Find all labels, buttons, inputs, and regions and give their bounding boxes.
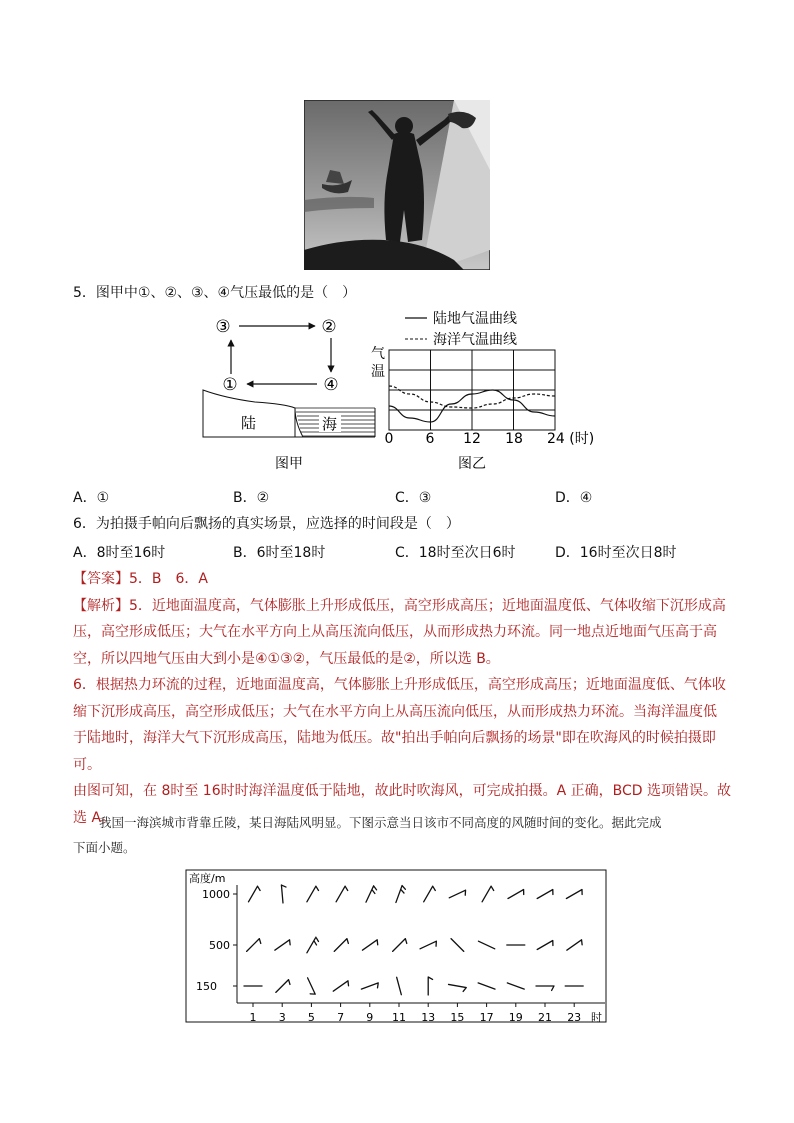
q6-option-b[interactable]: B．6时至18时 (233, 545, 326, 561)
y-label-1: 气 (371, 346, 385, 362)
answer-label: 【答案】 (73, 571, 129, 587)
figure-yi-chart (365, 306, 600, 476)
figure-yi-caption: 图乙 (458, 456, 486, 472)
x-tick-12: 12 (463, 431, 481, 447)
x-tick-24: 24 (时) (547, 431, 595, 447)
analysis-line-7: 由图可知，在 8时至 16时时海洋温度低于陆地，故此时吹海风，可完成拍摄。A 正确，BCD 选项错误。故 (73, 783, 732, 799)
wind-y-label: 高度/m (189, 872, 226, 885)
legend-land: 陆地气温曲线 (433, 311, 517, 327)
wind-x-tick-23: 23 (567, 1011, 582, 1024)
wind-x-tick-1: 1 (249, 1011, 257, 1024)
analysis-line-3: 空，所以四地气压由大到小是④①③②，气压最低的是②，所以选 B。 (73, 650, 500, 667)
analysis-line-8: 选 A。 (73, 809, 116, 826)
question-intro (73, 810, 763, 860)
wind-chart (185, 869, 607, 1024)
sea-label: 海 (322, 415, 338, 433)
wind-x-tick-17: 17 (479, 1011, 494, 1024)
x-tick-18: 18 (505, 431, 523, 447)
wind-x-tick-7: 7 (337, 1011, 345, 1024)
node-2: ② (321, 317, 337, 337)
wind-x-tick-9: 9 (366, 1011, 374, 1024)
node-4: ④ (323, 375, 339, 395)
answer-line (73, 566, 733, 593)
analysis-label: 【解析】 (73, 597, 129, 614)
intro-line-1: 我国一海滨城市背靠丘陵，某日海陆风明显。下图示意当日该市不同高度的风随时间的变化。据此完成 (99, 815, 662, 830)
node-1: ① (222, 375, 238, 395)
photo-illustration (304, 100, 490, 270)
node-3: ③ (215, 317, 231, 337)
wind-x-tick-11: 11 (392, 1011, 406, 1024)
q5-stem: 5．图甲中①、②、③、④气压最低的是（ ） (73, 285, 357, 301)
wind-x-tick-19: 19 (508, 1011, 523, 1024)
q6-stem: 6．为拍摄手帕向后飘扬的真实场景，应选择的时间段是（ ） (73, 516, 460, 532)
analysis-line-6: 于陆地时，海洋大气下沉形成高压，陆地为低压。故"拍出手帕向后飘扬的场景"即在吹海风的时候拍摄即可。 (73, 730, 716, 773)
x-tick-0: 0 (384, 431, 394, 447)
figure-jia-caption: 图甲 (275, 456, 303, 472)
wind-y-1000: 1000 (202, 888, 230, 901)
wind-x-unit: 时 (591, 1011, 602, 1024)
analysis-line-5: 缩下沉形成高压，高空形成低压；大气在水平方向上从高压流向低压，从而形成热力环流。当海洋温度低 (73, 703, 717, 720)
analysis-line-2: 压，高空形成低压；大气在水平方向上从高压流向低压，从而形成热力环流。同一地点近地面气压高于高 (73, 624, 717, 640)
intro-line-2: 下面小题。 (73, 840, 136, 855)
figure-jia (195, 312, 380, 477)
answer-analysis (73, 566, 733, 831)
q5-option-c[interactable]: C．③ (395, 490, 432, 506)
wind-x-tick-13: 13 (421, 1011, 436, 1024)
wind-y-150: 150 (196, 980, 217, 993)
q6-option-a[interactable]: A．8时至16时 (73, 545, 166, 561)
analysis-line-4: 6．根据热力环流的过程，近地面温度高，气体膨胀上升形成低压，高空形成高压；近地面温度低、气体收 (73, 677, 726, 693)
answer-text: 5．B 6．A (129, 571, 208, 587)
q6-option-d[interactable]: D．16时至次日8时 (555, 545, 677, 561)
wind-x-tick-3: 3 (278, 1011, 286, 1024)
q5-option-b[interactable]: B．② (233, 490, 270, 506)
y-label-2: 温 (371, 364, 385, 380)
q5-option-a[interactable]: A．① (73, 490, 110, 506)
analysis-line-1: 【解析】5．近地面温度高，气体膨胀上升形成低压，高空形成高压；近地面温度低、气体收缩下沉形成高 (73, 597, 726, 614)
wind-y-500: 500 (209, 939, 230, 952)
legend-sea: 海洋气温曲线 (433, 332, 517, 348)
wind-x-tick-15: 15 (450, 1011, 465, 1024)
x-tick-6: 6 (425, 431, 435, 447)
wind-x-tick-5: 5 (307, 1011, 315, 1024)
land-label: 陆 (241, 414, 257, 432)
wind-x-tick-21: 21 (538, 1011, 552, 1024)
q6-option-c[interactable]: C．18时至次日6时 (395, 545, 516, 561)
q5-option-d[interactable]: D．④ (555, 490, 593, 506)
